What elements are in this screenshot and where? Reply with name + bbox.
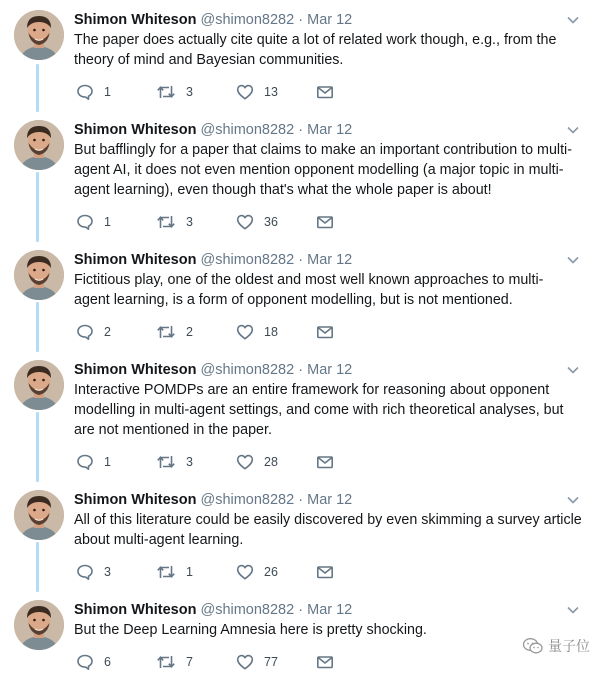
header-separator: · bbox=[298, 252, 304, 268]
tweet-text-line: agent learning), even though that's what the whole paper is about! bbox=[74, 182, 492, 198]
tweet-timestamp[interactable]: Mar 12 bbox=[307, 12, 353, 28]
heart-outline-icon bbox=[236, 453, 254, 471]
speech-bubble-icon bbox=[76, 453, 94, 471]
tweet-text-line: But bafflingly for a paper that claims to make an important contribution to multi- bbox=[74, 142, 572, 158]
tweet-text bbox=[74, 380, 586, 440]
tweet-text bbox=[74, 270, 586, 310]
author-name[interactable]: Shimon Whiteson bbox=[74, 492, 197, 508]
retweet-count: 7 bbox=[186, 655, 193, 669]
author-handle[interactable]: @shimon8282 bbox=[200, 602, 295, 618]
retweet-arrows-icon bbox=[156, 653, 176, 671]
avatar[interactable] bbox=[14, 490, 64, 540]
speech-bubble-icon bbox=[76, 653, 94, 671]
speech-bubble-icon bbox=[76, 563, 94, 581]
header-separator: · bbox=[298, 122, 304, 138]
like-button[interactable] bbox=[236, 651, 278, 673]
tweet-actions bbox=[76, 81, 356, 103]
like-button[interactable] bbox=[236, 81, 278, 103]
header-separator: · bbox=[298, 362, 304, 378]
direct-message-button[interactable] bbox=[316, 321, 334, 343]
chevron-down-icon[interactable] bbox=[566, 123, 580, 137]
tweet-text-line: modelling in multi-agent settings, and come with rich theoretical analyses, but bbox=[74, 402, 564, 418]
retweet-button[interactable] bbox=[156, 321, 193, 343]
like-count: 77 bbox=[264, 655, 278, 669]
watermark bbox=[522, 636, 590, 656]
heart-outline-icon bbox=[236, 653, 254, 671]
reply-count: 1 bbox=[104, 455, 111, 469]
retweet-count: 3 bbox=[186, 455, 193, 469]
retweet-count: 2 bbox=[186, 325, 193, 339]
tweet-header bbox=[74, 250, 352, 270]
heart-outline-icon bbox=[236, 563, 254, 581]
thread-line bbox=[36, 172, 39, 242]
author-name[interactable]: Shimon Whiteson bbox=[74, 252, 197, 268]
tweet-header bbox=[74, 360, 352, 380]
like-count: 28 bbox=[264, 455, 278, 469]
retweet-arrows-icon bbox=[156, 323, 176, 341]
header-separator: · bbox=[298, 602, 304, 618]
tweet-timestamp[interactable]: Mar 12 bbox=[307, 122, 353, 138]
reply-count: 2 bbox=[104, 325, 111, 339]
tweet-actions bbox=[76, 321, 356, 343]
chevron-down-icon[interactable] bbox=[566, 493, 580, 507]
tweet-actions bbox=[76, 211, 356, 233]
tweet-text-line: theory of mind and Bayesian communities. bbox=[74, 52, 344, 68]
thread-line bbox=[36, 64, 39, 112]
tweet-text-line: Fictitious play, one of the oldest and most well known approaches to multi- bbox=[74, 272, 544, 288]
author-name[interactable]: Shimon Whiteson bbox=[74, 602, 197, 618]
speech-bubble-icon bbox=[76, 323, 94, 341]
like-count: 13 bbox=[264, 85, 278, 99]
retweet-count: 3 bbox=[186, 85, 193, 99]
retweet-count: 3 bbox=[186, 215, 193, 229]
reply-button[interactable] bbox=[76, 81, 111, 103]
author-handle[interactable]: @shimon8282 bbox=[200, 492, 295, 508]
direct-message-button[interactable] bbox=[316, 211, 334, 233]
heart-outline-icon bbox=[236, 323, 254, 341]
retweet-arrows-icon bbox=[156, 213, 176, 231]
thread-line bbox=[36, 542, 39, 592]
like-button[interactable] bbox=[236, 451, 278, 473]
heart-outline-icon bbox=[236, 83, 254, 101]
like-button[interactable] bbox=[236, 211, 278, 233]
chevron-down-icon[interactable] bbox=[566, 363, 580, 377]
reply-button[interactable] bbox=[76, 211, 111, 233]
like-button[interactable] bbox=[236, 561, 278, 583]
tweet-timestamp[interactable]: Mar 12 bbox=[307, 492, 353, 508]
wechat-logo-icon bbox=[522, 637, 544, 655]
tweet-text-line: about multi-agent learning. bbox=[74, 532, 244, 548]
reply-count: 1 bbox=[104, 215, 111, 229]
like-count: 18 bbox=[264, 325, 278, 339]
tweet-actions bbox=[76, 451, 356, 473]
tweet-text-line: agent AI, it does not even mention opponent modelling (a major topic in multi- bbox=[74, 162, 564, 178]
reply-button[interactable] bbox=[76, 451, 111, 473]
tweet-text bbox=[74, 140, 586, 200]
header-separator: · bbox=[298, 12, 304, 28]
retweet-arrows-icon bbox=[156, 83, 176, 101]
tweet-header bbox=[74, 490, 352, 510]
tweet-header bbox=[74, 600, 352, 620]
chevron-down-icon[interactable] bbox=[566, 603, 580, 617]
tweet-text bbox=[74, 510, 586, 550]
author-handle[interactable]: @shimon8282 bbox=[200, 12, 295, 28]
like-button[interactable] bbox=[236, 321, 278, 343]
avatar[interactable] bbox=[14, 600, 64, 650]
tweet-text-line: All of this literature could be easily discovered by even skimming a survey article bbox=[74, 512, 582, 528]
retweet-button[interactable] bbox=[156, 561, 193, 583]
tweet-text-line: The paper does actually cite quite a lot of related work though, e.g., from the bbox=[74, 32, 557, 48]
reply-button[interactable] bbox=[76, 321, 111, 343]
like-count: 26 bbox=[264, 565, 278, 579]
retweet-button[interactable] bbox=[156, 81, 193, 103]
tweet-text-line: agent learning, is a form of opponent modelling, but is not mentioned. bbox=[74, 292, 513, 308]
envelope-icon bbox=[316, 653, 334, 671]
direct-message-button[interactable] bbox=[316, 561, 334, 583]
speech-bubble-icon bbox=[76, 213, 94, 231]
author-name[interactable]: Shimon Whiteson bbox=[74, 12, 197, 28]
author-handle[interactable]: @shimon8282 bbox=[200, 362, 295, 378]
reply-count: 3 bbox=[104, 565, 111, 579]
like-count: 36 bbox=[264, 215, 278, 229]
reply-button[interactable] bbox=[76, 561, 111, 583]
reply-count: 1 bbox=[104, 85, 111, 99]
tweet-actions bbox=[76, 651, 356, 673]
envelope-icon bbox=[316, 323, 334, 341]
avatar[interactable] bbox=[14, 250, 64, 300]
author-name[interactable]: Shimon Whiteson bbox=[74, 122, 197, 138]
tweet-text-line: Interactive POMDPs are an entire framework for reasoning about opponent bbox=[74, 382, 550, 398]
tweet-text-line: are not mentioned in the paper. bbox=[74, 422, 272, 438]
watermark-text: 量子位 bbox=[548, 638, 590, 654]
tweet-text bbox=[74, 30, 586, 70]
envelope-icon bbox=[316, 563, 334, 581]
tweet-timestamp[interactable]: Mar 12 bbox=[307, 602, 353, 618]
tweet-header bbox=[74, 10, 352, 30]
reply-count: 6 bbox=[104, 655, 111, 669]
tweet-timestamp[interactable]: Mar 12 bbox=[307, 362, 353, 378]
envelope-icon bbox=[316, 453, 334, 471]
retweet-button[interactable] bbox=[156, 451, 193, 473]
tweet-text-line: But the Deep Learning Amnesia here is pretty shocking. bbox=[74, 622, 427, 638]
reply-button[interactable] bbox=[76, 651, 111, 673]
tweet-header bbox=[74, 120, 352, 140]
retweet-button[interactable] bbox=[156, 211, 193, 233]
direct-message-button[interactable] bbox=[316, 651, 334, 673]
thread-line bbox=[36, 412, 39, 482]
tweet-text bbox=[74, 620, 586, 640]
author-handle[interactable]: @shimon8282 bbox=[200, 122, 295, 138]
retweet-arrows-icon bbox=[156, 563, 176, 581]
direct-message-button[interactable] bbox=[316, 81, 334, 103]
retweet-arrows-icon bbox=[156, 453, 176, 471]
retweet-count: 1 bbox=[186, 565, 193, 579]
envelope-icon bbox=[316, 83, 334, 101]
chevron-down-icon[interactable] bbox=[566, 13, 580, 27]
retweet-button[interactable] bbox=[156, 651, 193, 673]
tweet-timestamp[interactable]: Mar 12 bbox=[307, 252, 353, 268]
direct-message-button[interactable] bbox=[316, 451, 334, 473]
avatar[interactable] bbox=[14, 120, 64, 170]
heart-outline-icon bbox=[236, 213, 254, 231]
header-separator: · bbox=[298, 492, 304, 508]
speech-bubble-icon bbox=[76, 83, 94, 101]
author-handle[interactable]: @shimon8282 bbox=[200, 252, 295, 268]
thread-line bbox=[36, 302, 39, 352]
avatar[interactable] bbox=[14, 360, 64, 410]
chevron-down-icon[interactable] bbox=[566, 253, 580, 267]
author-name[interactable]: Shimon Whiteson bbox=[74, 362, 197, 378]
avatar[interactable] bbox=[14, 10, 64, 60]
tweet-actions bbox=[76, 561, 356, 583]
envelope-icon bbox=[316, 213, 334, 231]
